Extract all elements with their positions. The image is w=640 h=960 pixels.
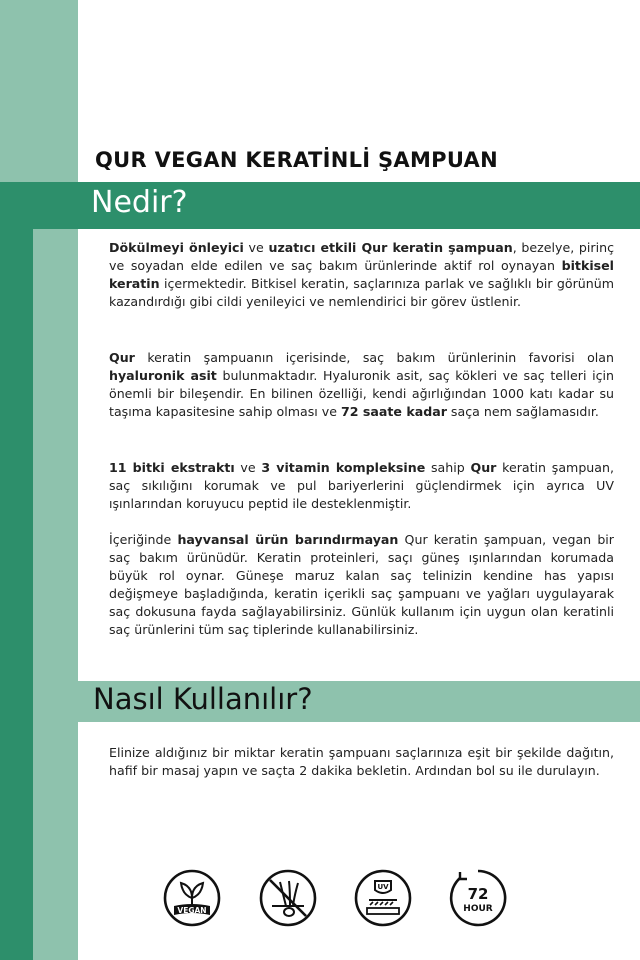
text-run: , bezelye, pirinç ve soyadan elde edilen ve saç bakım ürünlerinde aktif rol oynayan	[109, 240, 615, 273]
text-run: keratin şampuan, saç sıkılığını korumak ve pul bariyerlerini güçlendirmek için ayrıca UV ışınlarından koruyucu peptid ile desteklenmiştir.	[109, 460, 614, 511]
hair-follicle-icon	[258, 868, 318, 928]
text-run: keratin şampuanın içerisinde, saç bakım ürünlerinin favorisi olan	[134, 350, 614, 365]
paragraph-2	[109, 349, 614, 421]
paragraph-4	[109, 531, 614, 639]
bold-text-run: hayvansal ürün barındırmayan	[177, 532, 399, 547]
section-heading-band-what	[33, 182, 640, 229]
bold-text-run: 3 vitamin kompleksine	[261, 460, 426, 475]
vegan-icon	[162, 868, 222, 928]
bold-text-run: uzatıcı etkili Qur keratin şampuan	[268, 240, 513, 255]
usage-paragraph: Elinize aldığınız bir miktar keratin şampuanı saçlarınıza eşit bir şekilde dağıtın, hafif bir masaj yapın ve saçta 2 dakika bekletin. Ardından bol su ile durulayın.	[109, 745, 614, 778]
text-run: bulunmaktadır. Hyaluronik asit, saç kökleri ve saç telleri için önemli bir bileşendir. En bilinen özelliği, kendi ağırlığından 1000 katı kadar su taşıma kapasitesine sahip olması ve	[109, 368, 614, 419]
bold-text-run: hyaluronik asit	[109, 368, 217, 383]
section-heading-usage: Nasıl Kullanılır?	[93, 682, 313, 716]
text-run: İçeriğinde	[109, 532, 178, 547]
text-run: saça nem sağlamasıdır.	[446, 404, 599, 419]
text-run: ve	[234, 460, 262, 475]
72-hour-icon-label: HOUR	[463, 904, 493, 914]
bold-text-run: bitkisel keratin	[109, 258, 614, 291]
72-hour-icon-number: 72	[467, 885, 489, 903]
paragraph-3	[109, 459, 614, 513]
text-run: içermektedir. Bitkisel keratin, saçlarınıza parlak ve sağlıklı bir görünüm kazandırdığı gibi cildi yenileyici ve nemlendirici bir görev üstlenir.	[109, 276, 614, 309]
page-title: QUR VEGAN KERATİNLİ ŞAMPUAN	[95, 148, 498, 172]
section-heading-what: Nedir?	[91, 185, 188, 220]
text-run: ve	[243, 240, 269, 255]
uv-protection-icon	[353, 868, 413, 928]
72-hour-icon	[448, 868, 508, 928]
left-decor-strip-dark	[0, 182, 33, 960]
section-heading-band-usage	[78, 681, 640, 722]
bold-text-run: Dökülmeyi önleyici	[109, 240, 244, 255]
bold-text-run: 72 saate kadar	[340, 404, 447, 419]
bold-text-run: 11 bitki ekstraktı	[109, 460, 235, 475]
bold-text-run: Qur	[470, 460, 497, 475]
vegan-icon-label: VEGAN	[177, 906, 207, 915]
paragraph-1	[109, 239, 614, 311]
uv-icon-label: UV	[377, 883, 389, 891]
text-run: Qur keratin şampuan, vegan bir saç bakım ürünüdür. Keratin proteinleri, saçı güneş ışınlarından korumada büyük rol oynar. Güneşe maruz kalan saç telinizin kendine has yapısı değişmeye başladığında, keratin içerikli saç şampuanı ve yağları uygulayarak saç dokusuna fayda sağlayabilirsiniz. Günlük kullanım için uygun olan keratinli saç ürünlerini tüm saç tiplerinde kullanabilirsiniz.	[109, 532, 614, 637]
text-run: sahip	[425, 460, 471, 475]
bold-text-run: Qur	[109, 350, 135, 365]
